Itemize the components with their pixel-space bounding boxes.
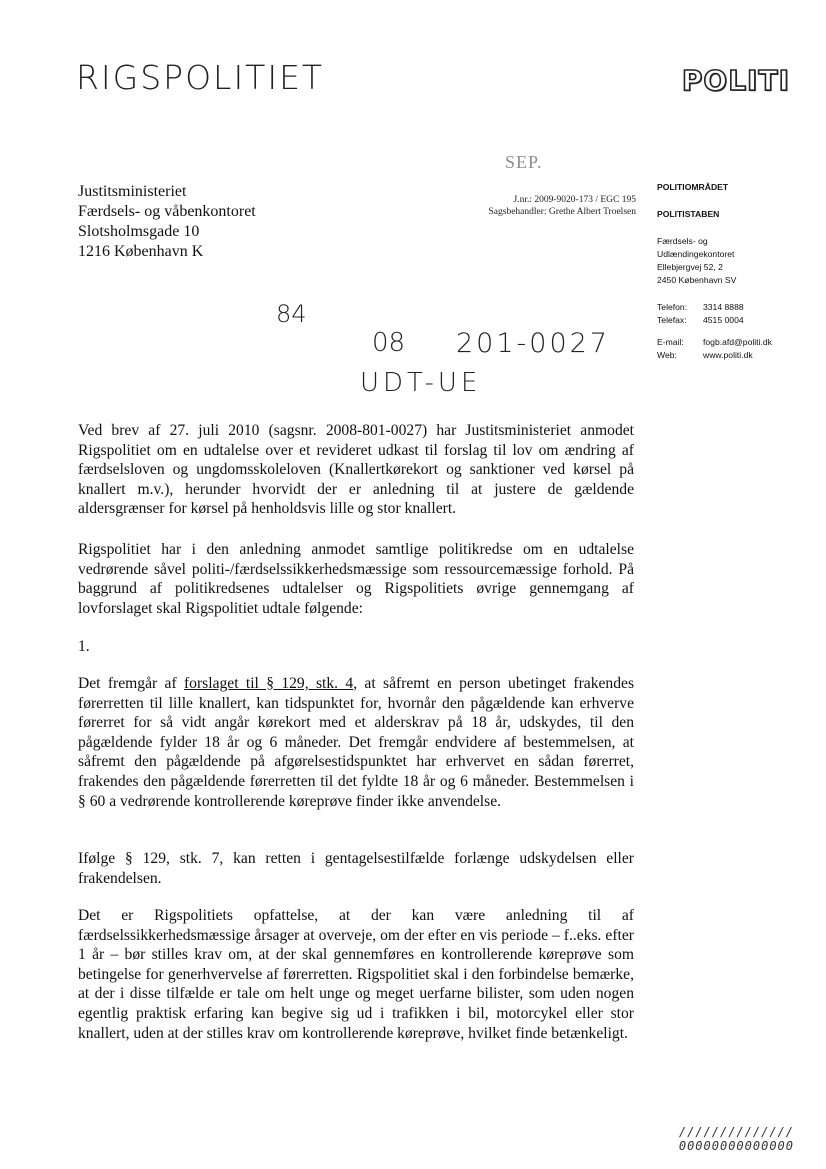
sender-office: Færdsels- og	[657, 236, 708, 246]
recipient-line: Justitsministeriet	[78, 183, 187, 200]
barcode-line: 00000000000000	[678, 1139, 794, 1153]
recipient-line: Slotsholmsgade 10	[78, 223, 200, 240]
sender-staff: POLITISTABEN	[657, 209, 720, 219]
sender-office: Udlændingekontoret	[657, 249, 735, 259]
letterhead-title: RIGSPOLITIET	[76, 58, 325, 97]
handwritten-note: 201-0027	[456, 328, 610, 359]
recipient-line: 1216 København K	[78, 243, 204, 260]
fax-label: Telefax:	[657, 315, 687, 325]
paragraph-text: Ved brev af 27. juli 2010 (sagsnr. 2008-801-0027) har Justitsministeriet anmodet Rigspolitiet om en udtalelse over et revideret udkast til forslag til lov om ændring af færdselsloven og ungdomsskoleloven (Knallertkørekort og sanktioner ved kørsel på knallert m.v.), herunder hvorvidt der er anledning til at justere de gældende aldersgrænser for kørsel på henholdsvis lille og stor knallert.	[78, 422, 634, 518]
barcode-line: //////////////	[678, 1125, 794, 1139]
handwritten-note: 08	[372, 328, 406, 358]
case-handler: Sagsbehandler: Grethe Albert Troelsen	[488, 207, 636, 217]
handwritten-note: 84	[276, 300, 307, 328]
web-value: www.politi.dk	[703, 350, 753, 360]
sender-city: 2450 København SV	[657, 275, 737, 285]
recipient-line: Færdsels- og våbenkontoret	[78, 203, 256, 220]
section-number-text: 1.	[78, 638, 90, 655]
paragraph-text: Det fremgår af	[78, 675, 184, 692]
phone-label: Telefon:	[657, 302, 688, 312]
contact-table	[657, 301, 772, 362]
section-number	[78, 637, 634, 657]
recipient-address	[78, 182, 256, 262]
web-label: Web:	[657, 350, 677, 360]
received-stamp: SEP.	[505, 152, 543, 172]
phone-value: 3314 8888	[703, 302, 744, 312]
email-value: fogb.afd@politi.dk	[703, 337, 772, 347]
handwritten-note: UDT-UE	[360, 368, 482, 398]
politi-logo: POLITI	[681, 64, 790, 97]
email-label: E-mail:	[657, 337, 684, 347]
document-barcode	[679, 1125, 794, 1153]
journal-number: J.nr.: 2009-9020-173 / EGC 195	[513, 195, 636, 205]
paragraph	[78, 540, 634, 618]
paragraph	[78, 849, 634, 888]
paragraph-text: Ifølge § 129, stk. 7, kan retten i gentagelsestilfælde forlænge udskydelsen eller frakendelsen.	[78, 850, 634, 887]
reference-block	[436, 194, 636, 218]
paragraph	[78, 674, 634, 811]
paragraph-text	[78, 674, 634, 811]
paragraph	[78, 906, 634, 1043]
paragraph-text: , at såfremt en person ubetinget frakendes førerretten til lille knallert, kan tidspunktet for, hvornår den pågældende kan erhverve førerret for så vidt angår kørekort med et alderskrav på 18 år, udskydes, til den pågældende fylder 18 år og 6 måneder. Det fremgår endvidere af bestemmelsen, at såfremt den pågældende på afgørelsestidspunktet har erhvervet en sådan førerret, frakendes den pågældende førerretten til det fyldte 18 år og 6 måneder. Bestemmelsen i § 60 a vedrørende kontrollerende køreprøve finder ikke anvendelse.	[78, 675, 635, 810]
paragraph-text: Rigspolitiet har i den anledning anmodet samtlige politikredse om en udtalelse vedrørende såvel politi-/færdselssikkerhedsmæssige som ressourcemæssige forhold. På baggrund af politikredsenes udtalelser og Rigspolitiets øvrige gennemgang af lovforslaget skal Rigspolitiet udtale følgende:	[78, 541, 634, 617]
paragraph	[78, 421, 634, 519]
sender-area: POLITIOMRÅDET	[657, 182, 729, 192]
sender-block	[657, 181, 772, 362]
paragraph-text: Det er Rigspolitiets opfattelse, at der kan være anledning til af færdselssikkerhedsmæssige årsager at overveje, om der efter en vis periode – f..eks. efter 1 år – bør stilles krav om, at der skal gennemføres en kontrollerende køreprøve som betingelse for generhvervelse af førerretten. Rigspolitiet skal i den forbindelse bemærke, at der i disse tilfælde er tale om helt unge og meget uerfarne bilister, som uden nogen egentlig praktisk erfaring kan begive sig ud i trafikken i bil, motorcykel eller stor knallert, uden at der stilles krav om kontrollerende køreprøve, hvilket finde betænkeligt.	[78, 907, 634, 1042]
sender-street: Ellebjergvej 52, 2	[657, 262, 723, 272]
law-reference-link: forslaget til § 129, stk. 4	[183, 675, 354, 692]
fax-value: 4515 0004	[703, 315, 744, 325]
